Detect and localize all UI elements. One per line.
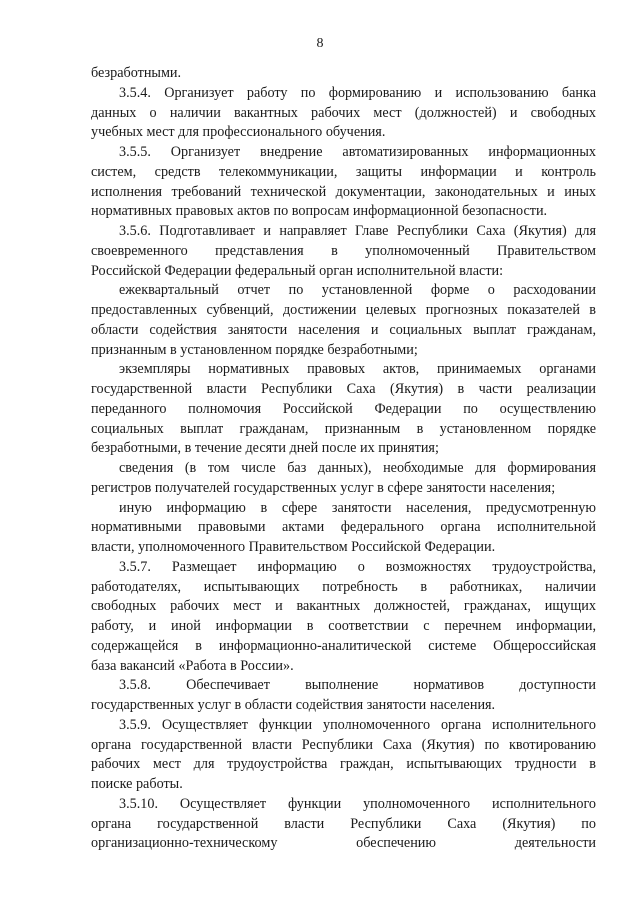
text-line: своевременного представления в уполномоченный Правительством: [91, 242, 596, 259]
text-line: безработными, в течение десяти дней после их принятия;: [91, 440, 439, 457]
text-line: исполнения требований технической документации, законодательных и иных: [91, 183, 596, 200]
text-line: систем, средств телекоммуникации, защиты информации и контроль: [91, 163, 596, 180]
text-line: государственных услуг в области содействия занятости населения.: [91, 697, 496, 713]
text-line: свободных рабочих мест и вакантных должностей, гражданах, ищущих: [91, 598, 596, 615]
text-line: признанным в установленном порядке безработными;: [91, 341, 418, 358]
text-line: работодателях, испытывающих потребность в работниках, наличии: [91, 578, 596, 595]
text-line: регистров получателей государственных услуг в сфере занятости населения;: [91, 479, 556, 496]
text-line: иную информацию в сфере занятости населения, предусмотренную: [119, 499, 596, 516]
document-body: [91, 64, 596, 854]
text-line: 3.5.8. Обеспечивает выполнение нормативов доступности: [119, 677, 596, 694]
text-line: безработными.: [91, 65, 182, 81]
text-line: 3.5.4. Организует работу по формированию и использованию банка: [119, 84, 596, 101]
text-line: учебных мест для профессионального обучения.: [91, 124, 386, 141]
text-line: база вакансий «Работа в России».: [91, 657, 294, 674]
text-line: организационно-техническому обеспечению деятельности: [91, 835, 596, 852]
text-line: Российской Федерации федеральный орган исполнительной власти:: [91, 262, 504, 279]
text-line: экземпляры нормативных правовых актов, принимаемых органами: [119, 361, 596, 378]
text-line: нормативными правовыми актами федерального органа исполнительной: [91, 519, 596, 536]
text-line: поиске работы.: [91, 776, 183, 792]
text-line: 3.5.7. Размещает информацию о возможностях трудоустройства,: [119, 558, 596, 575]
text-line: власти, уполномоченного Правительством Российской Федерации.: [91, 539, 496, 555]
text-line: сведения (в том числе баз данных), необходимые для формирования: [119, 460, 596, 476]
page-number: 8: [316, 36, 324, 51]
text-line: рабочих мест для трудоустройства граждан, испытывающих трудности в: [91, 756, 596, 773]
text-line: содержащейся в информационно-аналитической системе Общероссийская: [91, 637, 596, 654]
text-line: предоставленных субвенций, достижении целевых прогнозных показателей в: [91, 302, 596, 318]
text-line: данных о наличии вакантных рабочих мест (должностей) и свободных: [91, 104, 596, 121]
text-line: 3.5.5. Организует внедрение автоматизированных информационных: [119, 144, 596, 160]
text-line: нормативных правовых актов по вопросам информационной безопасности.: [91, 203, 548, 220]
text-line: области содействия занятости населения и социальных выплат гражданам,: [91, 321, 596, 338]
text-line: 3.5.10. Осуществляет функции уполномоченного исполнительного: [119, 795, 596, 812]
text-line: социальных выплат гражданам, признанным в установленном порядке: [91, 420, 596, 437]
text-line: органа государственной власти Республики Саха (Якутия) по квотированию: [91, 736, 596, 753]
text-line: органа государственной власти Республики Саха (Якутия) по: [91, 815, 596, 832]
text-line: 3.5.9. Осуществляет функции уполномоченного органа исполнительного: [119, 716, 596, 733]
text-line: 3.5.6. Подготавливает и направляет Главе Республики Саха (Якутия) для: [119, 223, 596, 239]
text-line: работу, и иной информации в соответствии с перечнем информации,: [91, 618, 596, 634]
text-line: государственной власти Республики Саха (Якутия) в части реализации: [91, 381, 596, 397]
text-line: ежеквартальный отчет по установленной форме о расходовании: [119, 282, 596, 299]
text-line: переданного полномочия Российской Федерации по осуществлению: [91, 400, 596, 417]
